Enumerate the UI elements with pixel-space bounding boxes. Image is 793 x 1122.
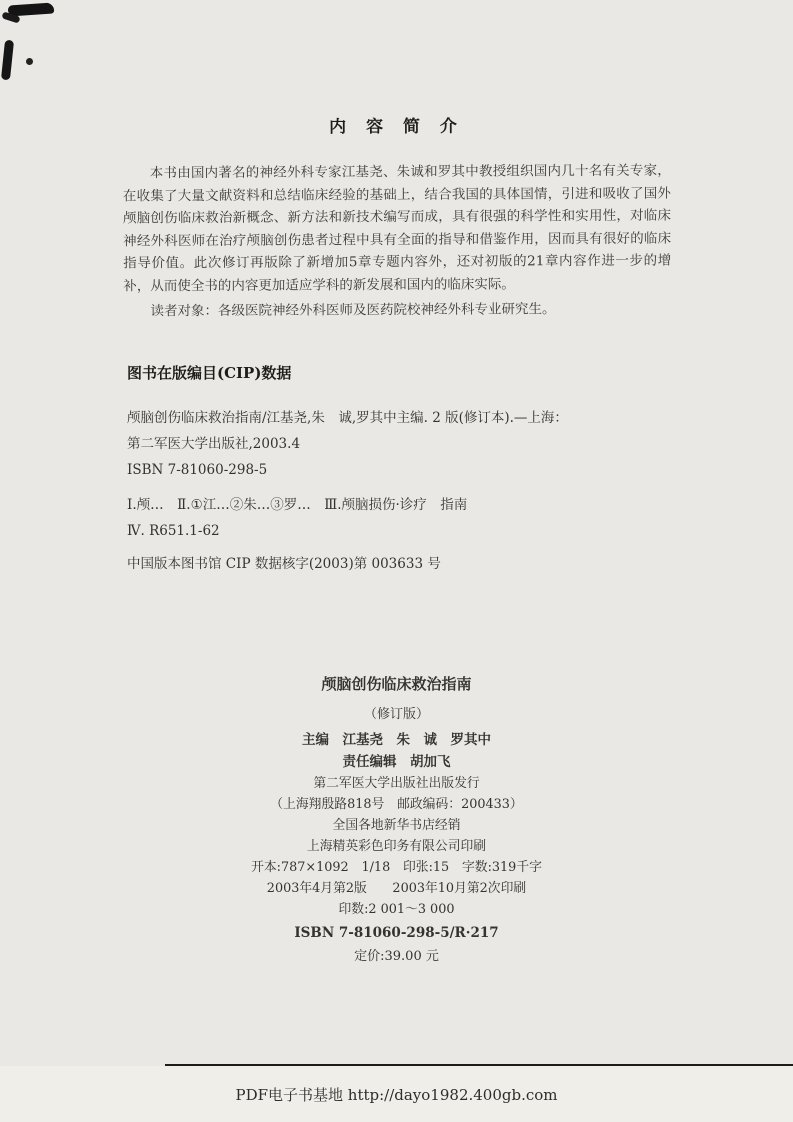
cip-record-number-line: 中国版本图书馆 CIP 数据核字(2003)第 003633 号 — [127, 556, 441, 572]
printer-line: 上海精英彩色印务有限公司印刷 — [306, 839, 487, 854]
scan-artifact-mark — [1, 40, 14, 81]
footer-divider-line — [165, 1064, 793, 1066]
colophon-section — [0, 673, 793, 968]
scan-artifact-mark — [26, 58, 33, 65]
chief-editors-line: 主编 江基尧 朱 诚 罗其中 — [302, 732, 491, 748]
isbn-line: ISBN 7-81060-298-5/R·217 — [294, 925, 499, 941]
cip-classification-line: Ⅰ.颅… Ⅱ.①江…②朱…③罗… Ⅲ.颅脑损伤·诊疗 指南 — [127, 497, 468, 513]
responsible-editor-line: 责任编辑 胡加飞 — [342, 754, 451, 770]
print-run-line: 印数:2 001～3 000 — [338, 902, 455, 917]
cip-publisher-line: 第二军医大学出版社,2003.4 — [127, 436, 301, 452]
content-summary-title: 内 容 简 介 — [329, 116, 464, 138]
cip-heading: 图书在版编目(CIP)数据 — [127, 364, 292, 382]
reader-audience-line: 读者对象：各级医院神经外科医师及医药院校神经外科专业研究生。 — [150, 301, 556, 320]
book-title: 颅脑创伤临床救治指南 — [321, 675, 472, 693]
price-line: 定价:39.00 元 — [354, 949, 439, 964]
cip-class-number-line: Ⅳ. R651.1-62 — [127, 523, 220, 539]
pdf-source-watermark: PDF电子书基地 http://dayo1982.400gb.com — [235, 1086, 558, 1104]
publisher-line: 第二军医大学出版社出版发行 — [313, 776, 480, 791]
cip-data-section — [127, 362, 697, 577]
print-date-line: 2003年4月第2版 2003年10月第2次印刷 — [266, 881, 527, 896]
cip-isbn-line: ISBN 7-81060-298-5 — [127, 462, 268, 478]
publisher-address-line: （上海翔殷路818号 邮政编码：200433） — [270, 797, 523, 812]
content-summary-section — [122, 111, 671, 323]
distribution-line: 全国各地新华书店经销 — [332, 818, 461, 833]
content-summary-paragraph: 本书由国内著名的神经外科专家江基尧、朱诚和罗其中教授组织国内几十名有关专家，在收集了大量文献资料和总结临床经验的基础上，结合我国的具体国情，引进和吸收了国外颅脑创伤临床救治新概念、新方法和新技术编写而成，具有很强的科学性和实用性，对临床神经外科医师在治疗颅脑创伤患者过程中具有全面的指导和借鉴作用，因而具有很好的临床指导价值。此次修订再版除了新增加5章专题内容外，还对初版的21章内容作进一步的增补，从而使全书的内容更加适应学科的新发展和国内的临床实际。 — [122, 162, 672, 294]
cip-title-line: 颅脑创伤临床救治指南/江基尧,朱 诚,罗其中主编. 2 版(修订本).—上海： — [127, 410, 568, 426]
format-line: 开本:787×1092 1/18 印张:15 字数:319千字 — [251, 860, 542, 875]
edition-label: （修订版） — [363, 707, 429, 722]
